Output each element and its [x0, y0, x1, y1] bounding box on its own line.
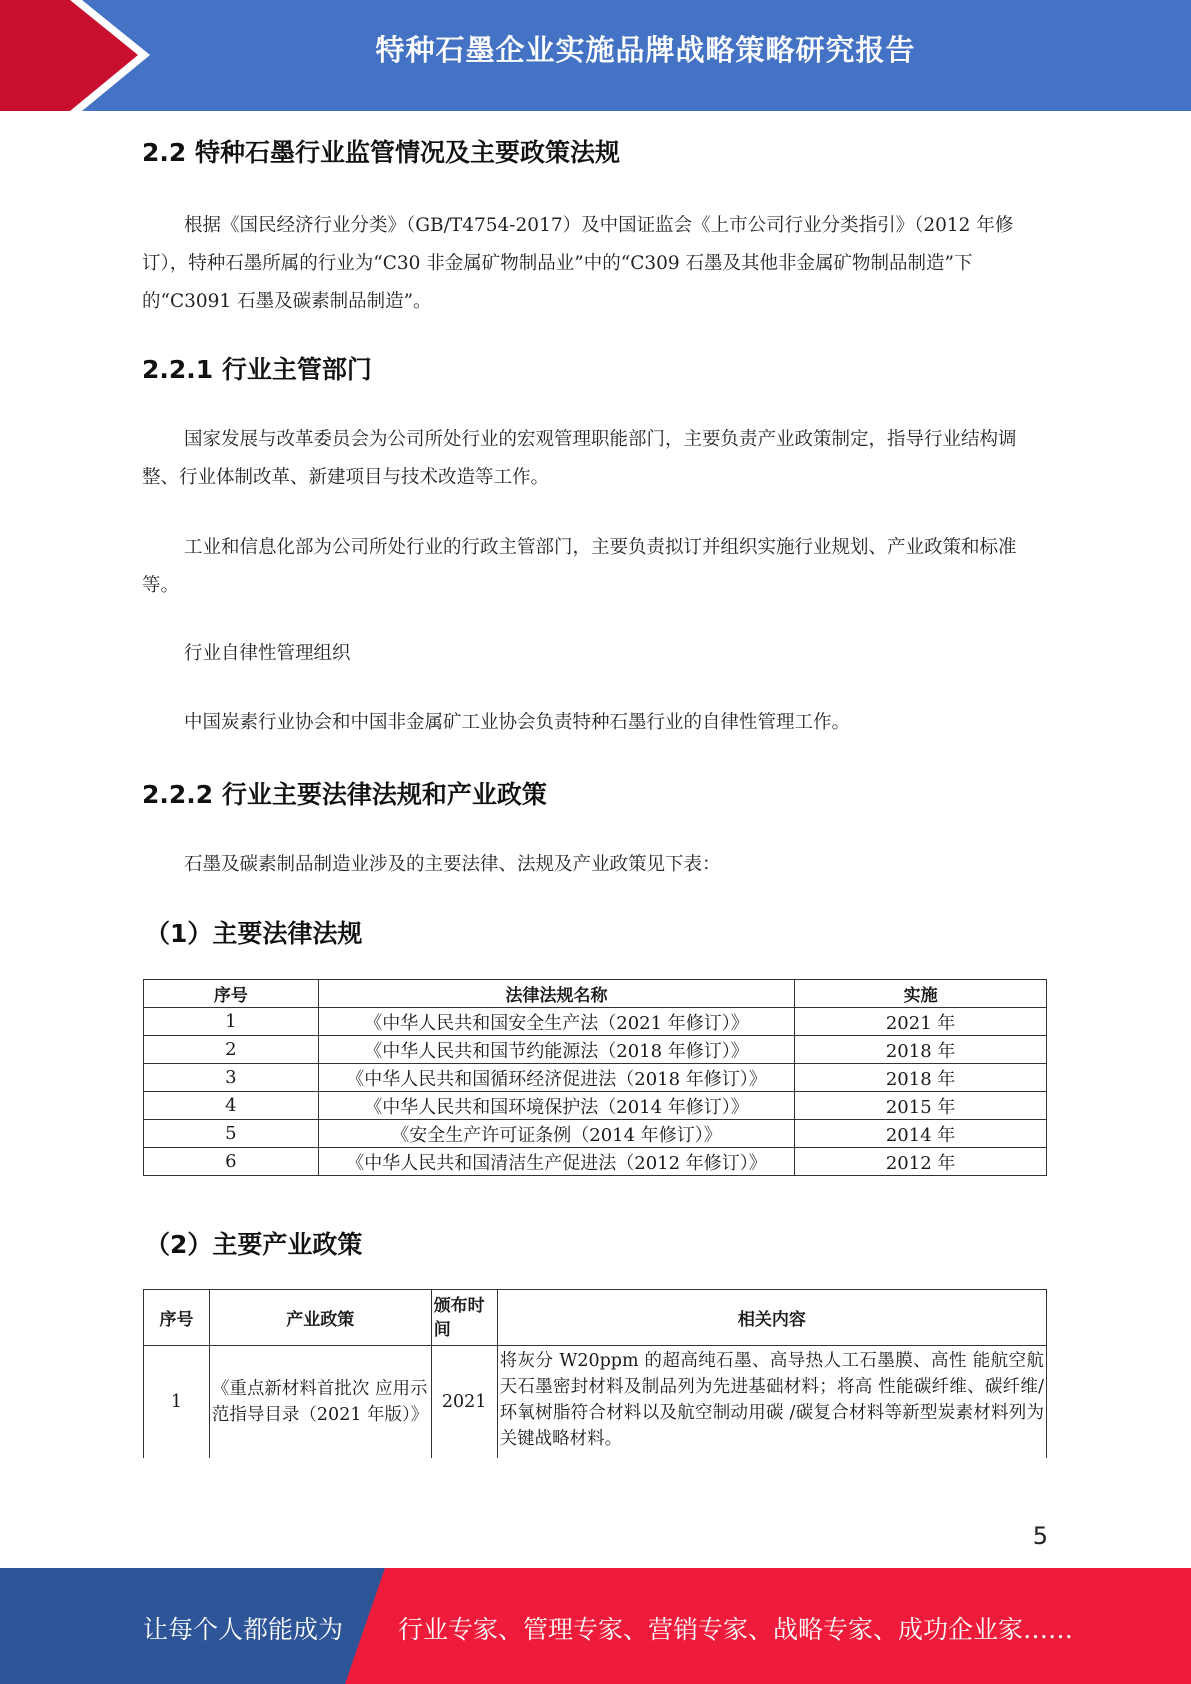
heading-main-policies: （2）主要产业政策	[145, 1230, 363, 1259]
cell-law-name: 《中华人民共和国循环经济促进法（2018 年修订）》	[318, 1064, 794, 1092]
paragraph-miit: 工业和信息化部为公司所处行业的行政主管部门，主要负责拟订并组织实施行业规划、产业政策和标准等。	[142, 537, 1017, 596]
cell-policy-name: 《重点新材料首批次 应用示范指导目录（2021 年版）》	[209, 1346, 431, 1459]
table-row	[144, 1148, 1047, 1176]
table-row	[144, 1346, 1047, 1459]
heading-2-2-1: 2.2.1 行业主管部门	[142, 355, 372, 384]
cell-index: 5	[144, 1120, 319, 1148]
paragraph-table-intro: 石墨及碳素制品制造业涉及的主要法律、法规及产业政策见下表：	[184, 854, 721, 875]
column-header: 序号	[144, 980, 319, 1008]
table-header-row	[144, 1290, 1047, 1346]
cell-year: 2015 年	[795, 1092, 1047, 1120]
cell-year: 2018 年	[795, 1064, 1047, 1092]
cell-index: 1	[144, 1008, 319, 1036]
paragraph-associations: 中国炭素行业协会和中国非金属矿工业协会负责特种石墨行业的自律性管理工作。	[184, 712, 851, 733]
page-footer	[0, 1568, 1191, 1684]
column-header: 实施	[795, 980, 1047, 1008]
cell-index: 6	[144, 1148, 319, 1176]
header-chevron	[0, 0, 138, 111]
cell-index: 2	[144, 1036, 319, 1064]
cell-law-name: 《安全生产许可证条例（2014 年修订）》	[318, 1120, 794, 1148]
cell-index: 4	[144, 1092, 319, 1120]
table-row	[144, 1064, 1047, 1092]
policies-table	[143, 1289, 1047, 1458]
table-row	[144, 1120, 1047, 1148]
table-row	[144, 1008, 1047, 1036]
page-number: 5	[1032, 1522, 1048, 1550]
column-header: 产业政策	[209, 1290, 431, 1346]
table-header-row	[144, 980, 1047, 1008]
footer-slogan-left: 让每个人都能成为	[143, 1615, 344, 1644]
heading-2-2-2: 2.2.2 行业主要法律法规和产业政策	[142, 780, 547, 809]
cell-issue-year: 2021	[431, 1346, 497, 1459]
cell-year: 2018 年	[795, 1036, 1047, 1064]
table-row	[144, 1092, 1047, 1120]
report-title: 特种石墨企业实施品牌战略策略研究报告	[375, 33, 916, 67]
column-header: 序号	[144, 1290, 210, 1346]
cell-law-name: 《中华人民共和国清洁生产促进法（2012 年修订）》	[318, 1148, 794, 1176]
cell-year: 2012 年	[795, 1148, 1047, 1176]
cell-content: 将灰分 W20ppm 的超高纯石墨、高导热人工石墨膜、高性 能航空航天石墨密封材料及制品列为先进基础材料；将高 性能碳纤维、碳纤维/环氧树脂符合材料以及航空制动用碳 /碳复合材料等新型炭素材料列为关键战略材料。	[497, 1346, 1046, 1459]
heading-2-2: 2.2 特种石墨行业监管情况及主要政策法规	[142, 138, 620, 167]
cell-law-name: 《中华人民共和国安全生产法（2021 年修订）》	[318, 1008, 794, 1036]
cell-law-name: 《中华人民共和国节约能源法（2018 年修订）》	[318, 1036, 794, 1064]
column-header: 法律法规名称	[318, 980, 794, 1008]
paragraph-self-regulation: 行业自律性管理组织	[184, 643, 351, 664]
column-header: 颁布时间	[431, 1290, 497, 1346]
heading-main-laws: （1）主要法律法规	[145, 919, 363, 948]
cell-law-name: 《中华人民共和国环境保护法（2014 年修订）》	[318, 1092, 794, 1120]
cell-year: 2021 年	[795, 1008, 1047, 1036]
column-header: 相关内容	[497, 1290, 1046, 1346]
cell-year: 2014 年	[795, 1120, 1047, 1148]
cell-index: 1	[144, 1346, 210, 1459]
cell-index: 3	[144, 1064, 319, 1092]
paragraph-classification: 根据《国民经济行业分类》（GB/T4754-2017）及中国证监会《上市公司行业分类指引》（2012 年修订），特种石墨所属的行业为“C30 非金属矿物制品业”中的“C309 石墨及其他非金属矿物制品制造”下的“C3091 石墨及碳素制品制造”。	[142, 215, 1014, 312]
page-header	[0, 0, 1191, 111]
laws-table	[143, 979, 1047, 1176]
table-row	[144, 1036, 1047, 1064]
footer-slogan-right: 行业专家、管理专家、营销专家、战略专家、成功企业家……	[398, 1615, 1074, 1644]
paragraph-ndrc: 国家发展与改革委员会为公司所处行业的宏观管理职能部门，主要负责产业政策制定，指导行业结构调整、行业体制改革、新建项目与技术改造等工作。	[142, 429, 1017, 488]
